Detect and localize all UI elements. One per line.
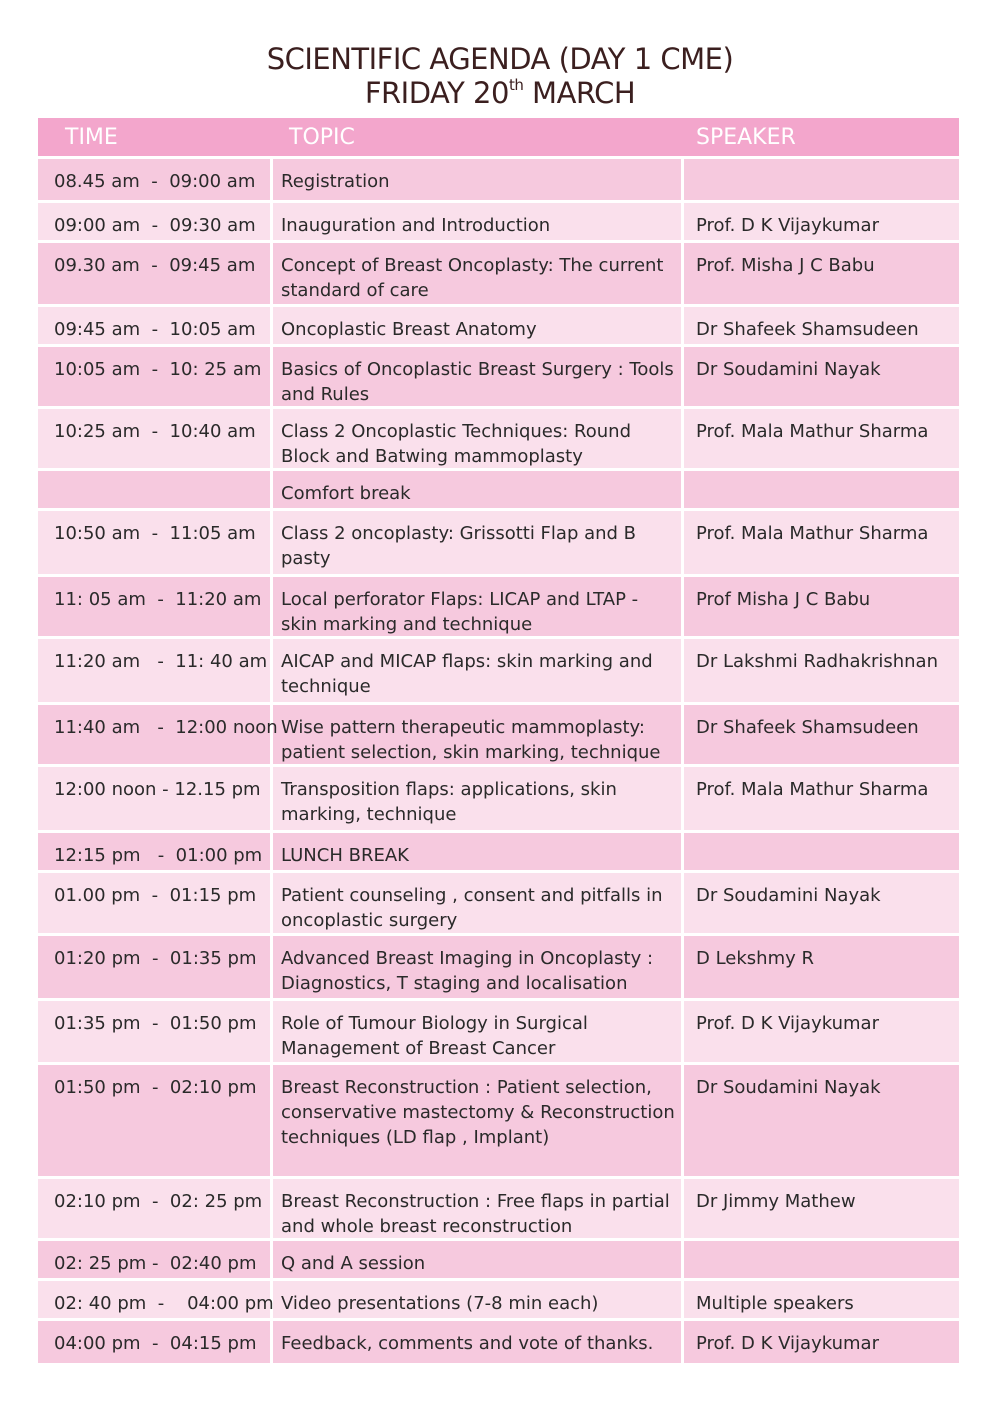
session-speaker: Prof. Misha J C Babu	[696, 255, 875, 276]
session-speaker: Prof. Mala Mathur Sharma	[696, 421, 929, 442]
session-time: 09.30 am - 09:45 am	[38, 243, 273, 304]
session-speaker: Dr Soudamini Nayak	[696, 359, 881, 380]
session-time: 11:20 am - 11: 40 am	[38, 639, 273, 702]
session-speaker: Prof. Mala Mathur Sharma	[696, 523, 929, 544]
date-suffix: th	[508, 76, 524, 94]
table-row	[38, 936, 959, 1001]
table-row	[38, 577, 959, 639]
session-time: 02:10 pm - 02: 25 pm	[38, 1179, 273, 1238]
session-time: 01:35 pm - 01:50 pm	[38, 1001, 273, 1062]
session-time: 09:45 am - 10:05 am	[38, 307, 273, 344]
session-time: 01.00 pm - 01:15 pm	[38, 873, 273, 933]
date-prefix: FRIDAY 20	[364, 76, 509, 110]
session-topic: Oncoplastic Breast Anatomy	[273, 307, 684, 344]
session-speaker: Prof Misha J C Babu	[696, 589, 871, 610]
session-topic: Concept of Breast Oncoplasty: The current standard of care	[273, 243, 684, 304]
table-row	[38, 833, 959, 873]
session-speaker: Multiple speakers	[696, 1293, 854, 1314]
header-time: TIME	[65, 124, 118, 150]
session-speaker: Dr Soudamini Nayak	[696, 885, 881, 906]
table-row	[38, 159, 959, 203]
session-topic: Breast Reconstruction : Free flaps in partial and whole breast reconstruction	[273, 1179, 684, 1238]
header-topic: TOPIC	[289, 124, 355, 150]
session-topic: Transposition flaps: applications, skin marking, technique	[273, 767, 684, 830]
table-row	[38, 1281, 959, 1321]
table-row	[38, 347, 959, 409]
agenda-title-line2	[0, 76, 1000, 110]
table-row	[38, 1179, 959, 1241]
session-speaker	[684, 159, 959, 200]
session-topic: Wise pattern therapeutic mammoplasty: patient selection, skin marking, technique	[273, 705, 684, 764]
session-topic: Advanced Breast Imaging in Oncoplasty : Diagnostics, T staging and localisation	[273, 936, 684, 998]
session-time: 04:00 pm - 04:15 pm	[38, 1321, 273, 1363]
session-topic: Video presentations (7-8 min each)	[273, 1281, 684, 1318]
session-speaker: Dr Lakshmi Radhakrishnan	[696, 651, 938, 672]
session-speaker	[684, 1241, 959, 1278]
session-topic: Inauguration and Introduction	[273, 203, 684, 240]
session-time: 11:40 am - 12:00 noon	[38, 705, 273, 764]
session-time: 10:50 am - 11:05 am	[38, 511, 273, 574]
session-topic: Role of Tumour Biology in Surgical Management of Breast Cancer	[273, 1001, 684, 1062]
table-header	[38, 118, 959, 159]
table-row	[38, 1241, 959, 1281]
session-speaker: Dr Jimmy Mathew	[696, 1191, 856, 1212]
session-speaker	[684, 833, 959, 870]
session-topic: LUNCH BREAK	[273, 833, 684, 870]
table-row	[38, 203, 959, 243]
table-row	[38, 705, 959, 767]
session-topic: Breast Reconstruction : Patient selection, conservative mastectomy & Reconstruction techniques (LD flap , Implant)	[273, 1065, 684, 1176]
session-time: 10:25 am - 10:40 am	[38, 409, 273, 468]
session-topic: Q and A session	[273, 1241, 684, 1278]
date-month: MARCH	[523, 76, 636, 110]
session-speaker: Prof. D K Vijaykumar	[696, 1013, 879, 1034]
session-time: 11: 05 am - 11:20 am	[38, 577, 273, 636]
session-time: 02: 40 pm - 04:00 pm	[38, 1281, 273, 1318]
session-time	[38, 471, 273, 508]
session-topic: AICAP and MICAP flaps: skin marking and technique	[273, 639, 684, 702]
agenda-table	[38, 118, 959, 1363]
table-row	[38, 409, 959, 471]
session-topic: Class 2 oncoplasty: Grissotti Flap and B pasty	[273, 511, 684, 574]
table-row	[38, 243, 959, 307]
table-row	[38, 1321, 959, 1363]
session-topic: Comfort break	[273, 471, 684, 508]
session-speaker	[684, 471, 959, 508]
session-speaker: Dr Shafeek Shamsudeen	[696, 319, 919, 340]
session-speaker: Prof. Mala Mathur Sharma	[696, 779, 929, 800]
table-row	[38, 639, 959, 705]
session-time: 12:15 pm - 01:00 pm	[38, 833, 273, 870]
session-topic: Feedback, comments and vote of thanks.	[273, 1321, 684, 1363]
session-time: 10:05 am - 10: 25 am	[38, 347, 273, 406]
session-topic: Basics of Oncoplastic Breast Surgery : Tools and Rules	[273, 347, 684, 406]
table-row	[38, 873, 959, 936]
session-topic: Local perforator Flaps: LICAP and LTAP - skin marking and technique	[273, 577, 684, 636]
session-topic: Registration	[273, 159, 684, 200]
session-speaker: Dr Shafeek Shamsudeen	[696, 717, 919, 738]
session-speaker: Prof. D K Vijaykumar	[696, 1333, 879, 1354]
session-topic: Class 2 Oncoplastic Techniques: Round Block and Batwing mammoplasty	[273, 409, 684, 468]
session-time: 01:50 pm - 02:10 pm	[38, 1065, 273, 1176]
table-row	[38, 511, 959, 577]
agenda-title-line1: SCIENTIFIC AGENDA (DAY 1 CME)	[266, 42, 734, 76]
session-time: 08.45 am - 09:00 am	[38, 159, 273, 200]
table-row	[38, 1065, 959, 1179]
session-time: 09:00 am - 09:30 am	[38, 203, 273, 240]
session-speaker: D Lekshmy R	[696, 948, 814, 969]
session-time: 02: 25 pm - 02:40 pm	[38, 1241, 273, 1278]
session-time: 12:00 noon - 12.15 pm	[38, 767, 273, 830]
table-row	[38, 471, 959, 511]
session-time: 01:20 pm - 01:35 pm	[38, 936, 273, 998]
table-row	[38, 767, 959, 833]
table-row	[38, 307, 959, 347]
agenda-title	[0, 42, 1000, 110]
table-row	[38, 1001, 959, 1065]
header-speaker: SPEAKER	[696, 124, 796, 150]
session-speaker: Prof. D K Vijaykumar	[696, 215, 879, 236]
session-speaker: Dr Soudamini Nayak	[696, 1077, 881, 1098]
session-topic: Patient counseling , consent and pitfalls in oncoplastic surgery	[273, 873, 684, 933]
